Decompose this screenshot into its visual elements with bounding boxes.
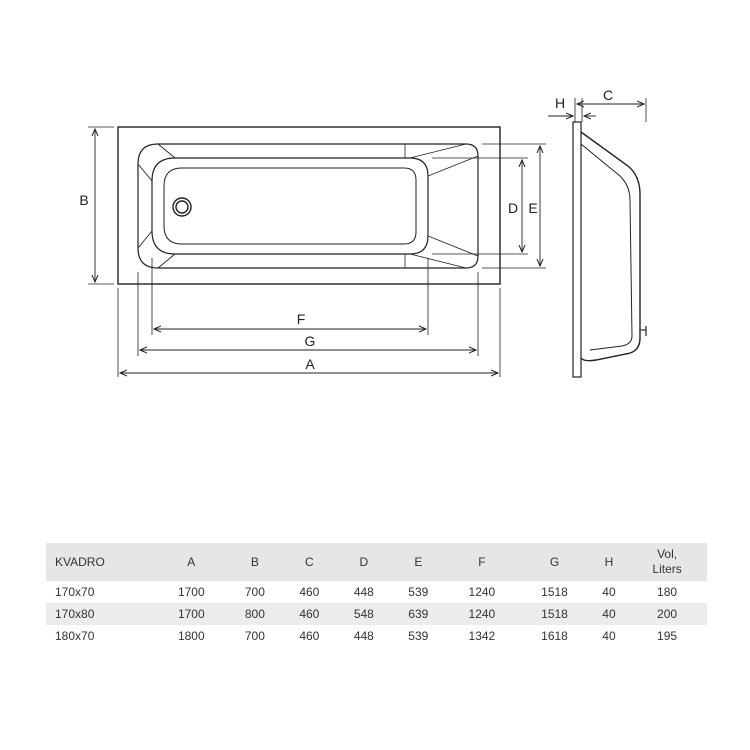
cell-volume: 180 (657, 585, 678, 599)
cell-h: 40 (602, 629, 616, 643)
header-b: B (250, 555, 259, 569)
cell-a: 1700 (177, 585, 205, 599)
extension-lines (88, 98, 646, 377)
dim-label-f: F (296, 311, 306, 327)
cell-f: 1342 (468, 629, 496, 643)
table-header-row (46, 543, 707, 581)
cell-a: 1700 (177, 607, 205, 621)
cell-e: 639 (408, 607, 429, 621)
specifications-table (46, 543, 707, 647)
cell-d: 548 (353, 607, 374, 621)
cell-d: 448 (353, 629, 374, 643)
cell-model: 170x70 (55, 585, 95, 599)
table-row (46, 581, 707, 603)
cell-e: 539 (408, 629, 429, 643)
cell-a: 1800 (177, 629, 205, 643)
cell-g: 1518 (541, 585, 568, 599)
dim-label-g: G (304, 333, 316, 349)
cell-b: 700 (244, 629, 265, 643)
header-volume: Vol, Liters (652, 547, 682, 576)
header-g: G (549, 555, 560, 569)
cell-f: 1240 (468, 585, 496, 599)
cell-h: 40 (602, 607, 616, 621)
cell-g: 1518 (541, 607, 568, 621)
header-h: H (604, 555, 614, 569)
cell-c: 460 (299, 607, 320, 621)
cell-volume: 195 (657, 629, 678, 643)
cell-h: 40 (602, 585, 616, 599)
header-e: E (414, 555, 423, 569)
cell-g: 1618 (541, 629, 568, 643)
cell-c: 460 (299, 585, 320, 599)
cell-f: 1240 (468, 607, 496, 621)
header-c: C (305, 555, 314, 569)
dim-label-c: C (602, 87, 614, 103)
cell-b: 700 (244, 585, 265, 599)
header-f: F (478, 555, 486, 569)
header-a: A (187, 555, 196, 569)
cell-model: 180x70 (55, 629, 95, 643)
cell-volume: 200 (657, 607, 678, 621)
tub-side-profile (573, 122, 646, 377)
cell-c: 460 (299, 629, 320, 643)
dim-label-h: H (554, 95, 566, 111)
cell-d: 448 (353, 585, 374, 599)
tub-top-view (118, 127, 500, 284)
cell-model: 170x80 (55, 607, 95, 621)
dim-label-a: A (305, 356, 315, 372)
dim-label-d: D (507, 200, 519, 216)
table-row (46, 603, 707, 625)
cell-e: 539 (408, 585, 429, 599)
dim-label-e: E (528, 200, 538, 216)
cell-b: 800 (244, 607, 265, 621)
table-row (46, 625, 707, 647)
dim-label-b: B (79, 192, 89, 208)
header-d: D (359, 555, 369, 569)
header-model: KVADRO (55, 555, 105, 569)
